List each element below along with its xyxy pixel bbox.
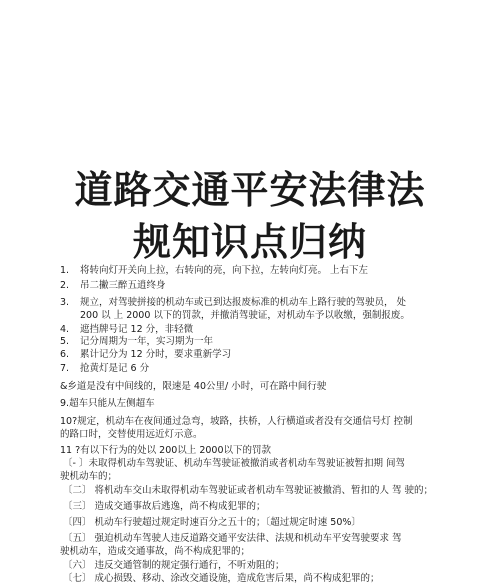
paragraph-line: 〔二〕 将机动车交山未取得机动车驾驶证或者机动车驾驶证被撤消、暂扣的人 驾 驶的； <box>63 485 434 496</box>
list-number: 7. <box>60 363 70 374</box>
paragraph-line: 驶机动车的； <box>60 471 118 482</box>
list-text: 遮挡牌号记 12 分，非轻微 <box>80 324 194 335</box>
list-number: 6. <box>60 349 70 360</box>
list-number: 1. <box>60 265 70 276</box>
list-item-1 <box>60 264 368 277</box>
paragraph-line: 10?规定，机动车在夜间通过急弯，坡路，扶桥，人行横道或者没有交通信号灯 控制 <box>60 416 413 427</box>
list-item-5 <box>60 335 213 348</box>
list-number: 4. <box>60 324 70 335</box>
list-item-6 <box>60 348 231 361</box>
document-title-line-2: 规知识点归纳 <box>132 220 367 264</box>
list-text: 200 以 上 2000 以下的罚款，并撤消驾驶证，对机动车予以收缴，强制报废。 <box>80 310 410 321</box>
list-item-7 <box>60 362 149 375</box>
paragraph-line: 9.超车只能从左侧超车 <box>60 398 155 409</box>
paragraph-line: 〔七〕 成心损毁、移动、涂改交通设施，造成危害后果，尚不构成犯罪的； <box>63 573 380 584</box>
paragraph-line: 〔四〕 机动车行驶超过规定时速百分之五十的；〔超过规定时速 50%〕 <box>63 517 361 528</box>
list-text: 抢黄灯是记 6 分 <box>80 363 150 374</box>
list-text: 记分周期为一年，实习期为一年 <box>80 336 214 347</box>
list-number: 2. <box>60 280 70 291</box>
paragraph-line: 〔三〕 造成交通事故后逃逸，尚不构成犯罪的； <box>63 501 266 512</box>
paragraph-line: &乡道是没有中间线的，限速是 40公里/ 小时，可在路中间行驶 <box>60 381 327 392</box>
list-text: 吊二撇三醉五逍终身 <box>80 280 166 291</box>
paragraph-line: 驶机动车，造成交通事故，尚不构成犯罪的； <box>60 546 251 557</box>
paragraph-line: 〔五〕 强迫机动车驾驶人违反道路交通平安法律、法规和机动车平安驾驶要求 驾 <box>63 533 402 544</box>
paragraph-line: 的路口时，交替使用远近灯示意。 <box>60 429 203 440</box>
list-item-3 <box>60 296 406 309</box>
paragraph-line: 11 ?有以下行为的处以 200以上 2000以下的罚款 <box>60 445 271 456</box>
list-text: 累计记分为 12 分时，要求重新学习 <box>80 349 232 360</box>
list-number: 5. <box>60 336 70 347</box>
list-item-3-continued <box>60 309 410 322</box>
list-text: 规立，对驾驶拼接的机动车或已到达报废标准的机动车上路行驶的驾驶员， 处 <box>80 297 407 308</box>
list-item-2 <box>60 279 166 292</box>
paragraph-line: 〔- 〕未取得机动车驾驶证、机动车驾驶证被撤消或者机动车驾驶证被暂扣期 间驾 <box>63 458 405 469</box>
list-text: 将转向灯开关向上拉，右转向的亮，向下拉，左转向灯亮。 上右下左 <box>80 265 369 276</box>
paragraph-line: 〔六〕 违反交通管制的规定强行通行，不听劝阻的； <box>63 560 285 571</box>
document-title-line-1: 道路交通平安法律法 <box>74 168 426 212</box>
list-number: 3. <box>60 297 70 308</box>
